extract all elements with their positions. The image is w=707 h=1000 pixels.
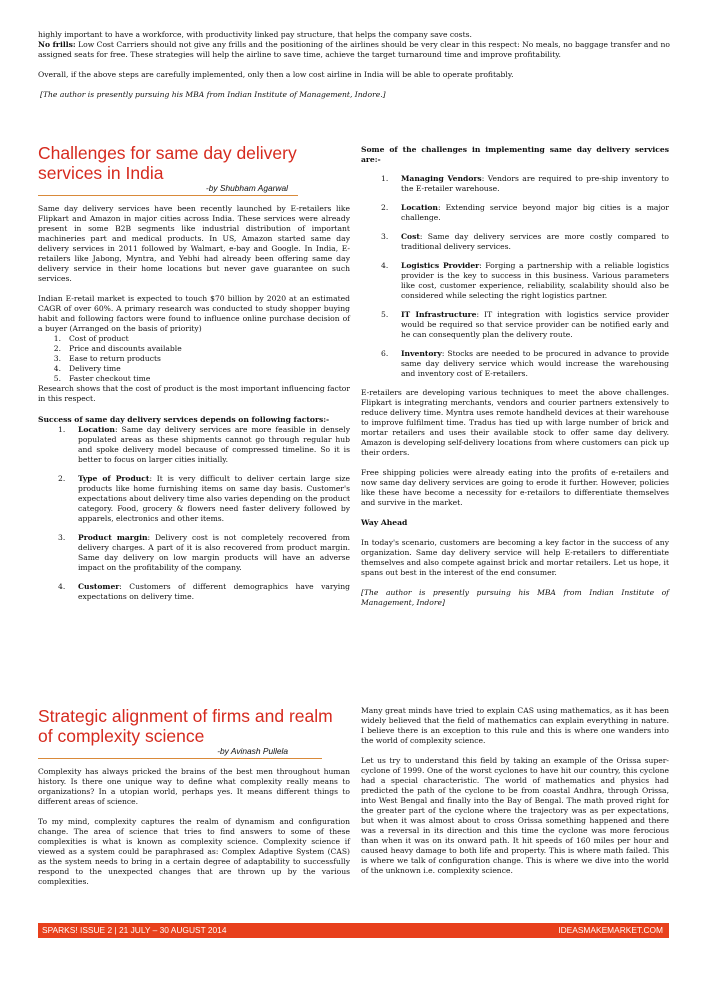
article1-scenario: In today's scenario, customers are becoming a key factor in the success of any organization. Same day delivery service will help E-retailers to differentiate themselves and also compete against brick and mortar retailers. Let us hope, it spans out best in the interest of the end consumer. — [361, 538, 669, 577]
challenges-list — [361, 174, 669, 379]
list-item: 1. Cost of product — [53, 334, 129, 343]
list-item: 5. Faster checkout time — [53, 374, 151, 383]
article2-cyclone: Let us try to understand this field by taking an example of the Orissa super-cyclone of 1999. One of the worst cyclones to have hit our country, this cyclone had a special characteristic. The world of mathematics and physics had predicted the path of the cyclone to be from coastal Andhra, through Orissa, into West Bengal and finally into the Bay of Bengal. The math proved right for the greater part of the cyclone where the trajectory was as per expectations, but when it was almost about to cross Orissa something happened and there was a reversal in its direction and this time the cyclone was more ferocious than when it was on its onward path. It hit speeds of 160 miles per hour and caused heavy damage to both life and property. This is where math failed. This is where we talk of configuration change. This is where we dive into the world of the unknown i.e. complexity science. — [361, 756, 669, 875]
article1-author-note: [The author is presently pursuing his MBA from Indian Institute of Management, Indore] — [361, 588, 669, 607]
list-item: 3. Product margin: Delivery cost is not completely recovered from delivery charges. A part of it is also recovered from product margin. Same day delivery on low margin products will have an adverse impact on the profitability of the company. — [58, 533, 351, 572]
footer-website: IDEASMAKEMARKET.COM — [558, 925, 663, 935]
article2-intro: Complexity has always pricked the brains of the best men throughout human history. Is there one unique way to define what complexity really means to organizations? In a utopian world, perhaps yes. It means different things to different areas of science. — [38, 767, 350, 806]
article1-shipping: Free shipping policies were already eating into the profits of e-retailers and now same day delivery services are going to erode it further. However, policies like these have become a necessity for e-retailors to differentiate themselves and survive in the market. — [361, 468, 669, 507]
article1-title: Challenges for same day delivery services in India — [38, 143, 297, 183]
article2-title-rule — [38, 758, 322, 759]
list-item: 2. Location: Extending service beyond major big cities is a major challenge. — [381, 203, 669, 222]
list-item: 1. Location: Same day delivery services are more feasible in densely populated areas as these shipments cannot go through regular hub and spoke delivery model because of compressed timeline. So it is better to focus on larger cities initially. — [58, 425, 350, 464]
article1-research: Research shows that the cost of product is the most important influencing factor in this respect. — [38, 384, 350, 403]
footer-issue: SPARKS! ISSUE 2 | 21 JULY – 30 AUGUST 2014 — [42, 925, 227, 935]
no-frills-text: Low Cost Carriers should not give any frills and the positioning of the airlines should be very clear in this respect: No meals, no baggage transfer and no assigned seats for free. These strategies will help the airline to save time, achieve the target turnaround time and improve profitability. — [38, 40, 670, 59]
list-item: 1. Managing Vendors: Vendors are required to pre-ship inventory to the E-retailer warehouse. — [381, 174, 669, 193]
article2-realm: To my mind, complexity captures the realm of dynamism and configuration change. The area of science that tries to find answers to some of these complexities is what is known as complexity science. Complexity science if viewed as a system could be paraphrased as: Complex Adaptive System (CAS) as the system needs to bring in a certain degree of adaptability to successfully respond to the unexpected changes that are thrown up by the various complexities. — [38, 817, 350, 886]
list-item: 2. Price and discounts available — [53, 344, 182, 353]
no-frills-label: No frills: — [38, 40, 76, 49]
article1-market: Indian E-retail market is expected to touch $70 billion by 2020 at an estimated CAGR of over 60%. A primary research was conducted to study shopper buying habit and following factors were found to influence online purchase decision of a buyer (Arranged on the basis of priority) — [38, 294, 350, 333]
success-heading: Success of same day delivery services depends on following factors:- — [38, 415, 330, 424]
article1-byline: -by Shubham Agarwal — [205, 183, 288, 193]
top-author-note: [The author is presently pursuing his MBA from Indian Institute of Management, Indore.] — [40, 90, 386, 99]
article2-right-column — [361, 706, 669, 876]
article2-mathematics: Many great minds have tried to explain CAS using mathematics, as it has been widely believed that the field of mathematics can explain everything in nature. I believe there is an exception to this rule and this is where one wanders into the world of complexity science. — [361, 706, 669, 745]
article2-byline: -by Avinash Pullela — [217, 746, 288, 756]
top-continuation — [38, 30, 670, 100]
article2-title: Strategic alignment of firms and realm of complexity science — [38, 706, 333, 746]
list-item: 4. Delivery time — [53, 364, 121, 373]
top-line1: highly important to have a workforce, with productivity linked pay structure, that helps the company save costs. — [38, 30, 472, 39]
purchase-factors-list — [38, 334, 350, 384]
footer-bar — [38, 923, 669, 938]
article1-right-column — [361, 145, 669, 608]
way-ahead-heading: Way Ahead — [361, 518, 408, 527]
article1-intro: Same day delivery services have been recently launched by E-retailers like Flipkart and Amazon in major cities across India. These services were already present in some B2B segments like industrial distribution of important machineries part and medical products. In US, Amazon started same day delivery services in 2011 followed by Walmart, e-bay and Google. In India, E-retailers like Jabong, Myntra, and Yebhi had already been offering same day delivery service in their home locations but never gave guarantee on such services. — [38, 204, 350, 283]
overall-paragraph: Overall, if the above steps are carefully implemented, only then a low cost airline in India will be able to operate profitably. — [38, 70, 514, 79]
success-factors-list — [38, 425, 350, 602]
list-item: 2. Type of Product: It is very difficult to deliver certain large size products like home furnishing items on same day basis. Customer's expectations about delivery time also varies depending on the product category. Food, grocery & flowers need faster delivery followed by apparels, electronics and other items. — [58, 474, 350, 523]
article2-left-column — [38, 706, 350, 887]
article1-title-rule — [38, 195, 298, 196]
list-item: 5. IT Infrastructure: IT integration with logistics service provider would be required so that service provider can be notified early and he can consequently plan the delivery route. — [381, 310, 669, 339]
list-item: 6. Inventory: Stocks are needed to be procured in advance to provide same day delivery service which would increase the warehousing and inventory cost of E-retailers. — [381, 349, 669, 378]
list-item: 4. Logistics Provider: Forging a partnership with a reliable logistics provider is the key to success in this business. Various parameters like cost, customer experience, reliability, scalability should also be considered while selecting the right logistics partner. — [381, 261, 670, 300]
list-item: 3. Ease to return products — [53, 354, 161, 363]
list-item: 3. Cost: Same day delivery services are more costly compared to traditional delivery services. — [381, 232, 669, 251]
list-item: 4. Customer: Customers of different demographics have varying expectations on delivery time. — [58, 582, 350, 601]
article1-techniques: E-retailers are developing various techniques to meet the above challenges. Flipkart is integrating merchants, vendors and courier partners extensively to reduce delivery time. Myntra uses remote handheld devices at their warehouse to improve fulfilment time. Tradus has tied up with large number of brick and mortar retailers and uses their available stock to offer same day delivery. Amazon is developing self-delivery locations from where customers can pick up their orders. — [361, 388, 669, 457]
challenges-heading: Some of the challenges in implementing same day delivery services are:- — [361, 145, 669, 164]
no-frills-paragraph — [38, 40, 670, 60]
article1-left-column — [38, 143, 350, 611]
